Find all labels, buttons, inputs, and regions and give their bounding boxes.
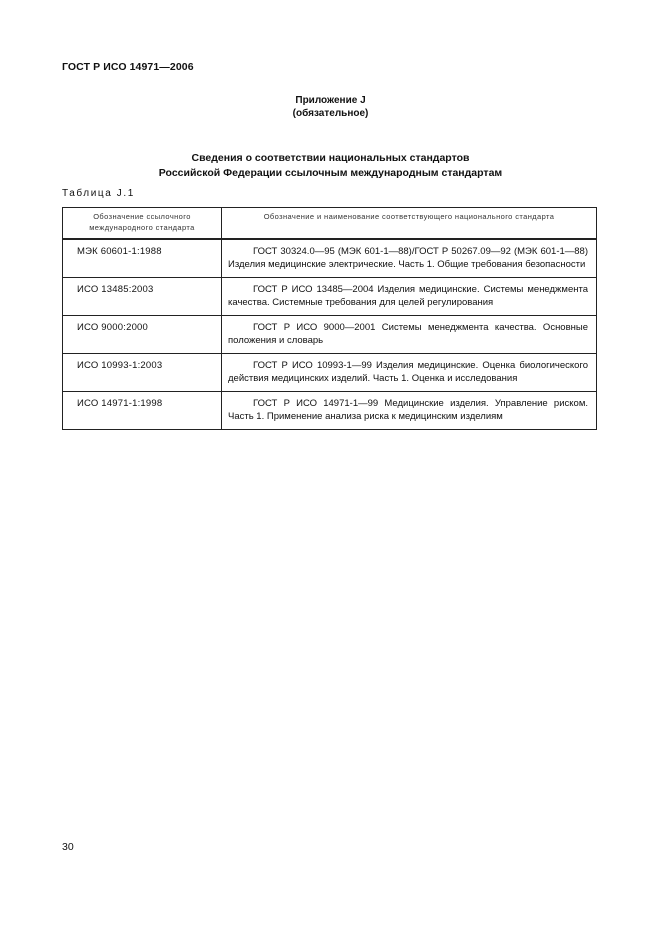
table-row bbox=[63, 278, 597, 316]
appendix-title: Приложение J bbox=[295, 95, 366, 106]
national-standard-cell: ГОСТ 30324.0—95 (МЭК 601-1—88)/ГОСТ Р 50267.09—92 (МЭК 601-1—88) Изделия медицинские электрические. Часть 1. Общие требования безопасности bbox=[222, 239, 597, 278]
section-title-line-2: Российской Федерации ссылочным международным стандартам bbox=[158, 167, 503, 179]
international-standard-cell: ИСО 14971-1:1998 bbox=[63, 392, 222, 430]
table-row bbox=[63, 316, 597, 354]
table-row bbox=[63, 239, 597, 278]
international-standard-cell: ИСО 10993-1:2003 bbox=[63, 354, 222, 392]
international-standard-cell: ИСО 13485:2003 bbox=[63, 278, 222, 316]
national-standard-cell: ГОСТ Р ИСО 13485—2004 Изделия медицинские. Системы менеджмента качества. Системные требования для целей регулирования bbox=[222, 278, 597, 316]
appendix-heading bbox=[0, 94, 661, 120]
table-caption: Таблица J.1 bbox=[62, 188, 135, 199]
international-standard-cell: ИСО 9000:2000 bbox=[63, 316, 222, 354]
national-standard-cell: ГОСТ Р ИСО 10993-1—99 Изделия медицинские. Оценка биологического действия медицинских изделий. Часть 1. Оценка и исследования bbox=[222, 354, 597, 392]
column-header-international-standard: Обозначение ссылочного международного стандарта bbox=[63, 208, 222, 240]
page-number: 30 bbox=[62, 841, 74, 853]
appendix-status: (обязательное) bbox=[292, 108, 369, 119]
document-code: ГОСТ Р ИСО 14971—2006 bbox=[62, 61, 194, 73]
section-title bbox=[0, 151, 661, 181]
national-standard-cell: ГОСТ Р ИСО 9000—2001 Системы менеджмента качества. Основные положения и словарь bbox=[222, 316, 597, 354]
table-row bbox=[63, 392, 597, 430]
international-standard-cell: МЭК 60601-1:1988 bbox=[63, 239, 222, 278]
section-title-line-1: Сведения о соответствии национальных стандартов bbox=[191, 152, 470, 164]
table-header-row bbox=[63, 208, 597, 240]
national-standard-cell: ГОСТ Р ИСО 14971-1—99 Медицинские изделия. Управление риском. Часть 1. Применение анализа риска к медицинским изделиям bbox=[222, 392, 597, 430]
table-row bbox=[63, 354, 597, 392]
standards-correspondence-table bbox=[62, 207, 597, 430]
column-header-national-standard: Обозначение и наименование соответствующего национального стандарта bbox=[222, 208, 597, 240]
